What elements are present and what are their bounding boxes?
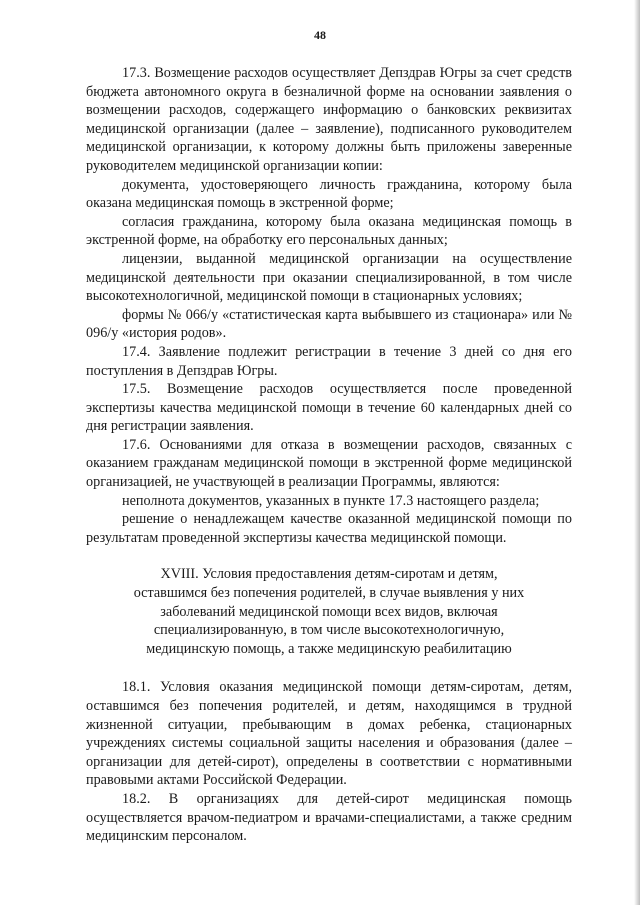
paragraph-18-2: 18.2. В организациях для детей-сирот медицинская помощь осуществляется врачом-педиатром и врачами-специалистами, а также средним медицинским персоналом. [86,790,572,845]
scan-edge-shadow [634,0,640,905]
section-title-line: медицинскую помощь, а также медицинскую реабилитацию [146,640,512,657]
list-item-forms: формы № 066/у «статистическая карта выбывшего из стационара» или № 096/у «история родов». [86,306,572,342]
paragraph-17-4: 17.4. Заявление подлежит регистрации в течение 3 дней со дня его поступления в Депздрав Югры. [86,343,572,379]
section-title-line: специализированную, в том числе высокотехнологичную, [153,622,505,639]
section-title-xviii [86,565,572,658]
document-body [86,64,572,846]
page-number: 48 [314,28,326,42]
list-item-license: лицензии, выданной медицинской организации на осуществление медицинской деятельности при оказании специализированной, в том числе высокотехнологичной, медицинской помощи в стационарных условиях; [86,250,572,305]
list-item-consent: согласия гражданина, которому была оказана медицинская помощь в экстренной форме, на обработку его персональных данных; [86,213,572,249]
paragraph-17-3: 17.3. Возмещение расходов осуществляет Депздрав Югры за счет средств бюджета автономного округа в безналичной форме на основании заявления о возмещении расходов, содержащего информацию о банковских реквизитах медицинской организации (далее – заявление), подписанного руководителем медицинской организации, к которому должны быть приложены заверенные руководителем медицинской организации копии: [86,65,572,174]
list-item-quality-decision: решение о ненадлежащем качестве оказанной медицинской помощи по результатам проведенной экспертизы качества медицинской помощи. [86,511,572,546]
paragraph-17-6: 17.6. Основаниями для отказа в возмещении расходов, связанных с оказанием гражданам медицинской помощи в экстренной форме медицинской организацией, не участвующей в реализации Программы, являются: [86,436,572,491]
section-title-line: заболеваний медицинской помощи всех видов, включая [160,603,498,620]
list-item-incomplete-documents: неполнота документов, указанных в пункте 17.3 настоящего раздела; [122,492,540,509]
paragraph-18-1: 18.1. Условия оказания медицинской помощи детям-сиротам, детям, оставшимся без попечения родителей, и детям, находящимся в трудной жизненной ситуации, пребывающим в домах ребенка, стационарных учреждениях системы социальной защиты населения и образования (далее – организации для детей-сирот), определены в соответствии с нормативными правовыми актами Российской Федерации. [86,679,572,789]
section-title-line: XVIII. Условия предоставления детям-сиротам и детям, [160,566,498,583]
list-item-identity-document: документа, удостоверяющего личность гражданина, которому была оказана медицинская помощь в экстренной форме; [86,176,572,212]
section-title-line: оставшимся без попечения родителей, в случае выявления у них [133,585,525,602]
paragraph-17-5: 17.5. Возмещение расходов осуществляется после проведенной экспертизы качества медицинской помощи в течение 60 календарных дней со дня регистрации заявления. [86,381,572,435]
